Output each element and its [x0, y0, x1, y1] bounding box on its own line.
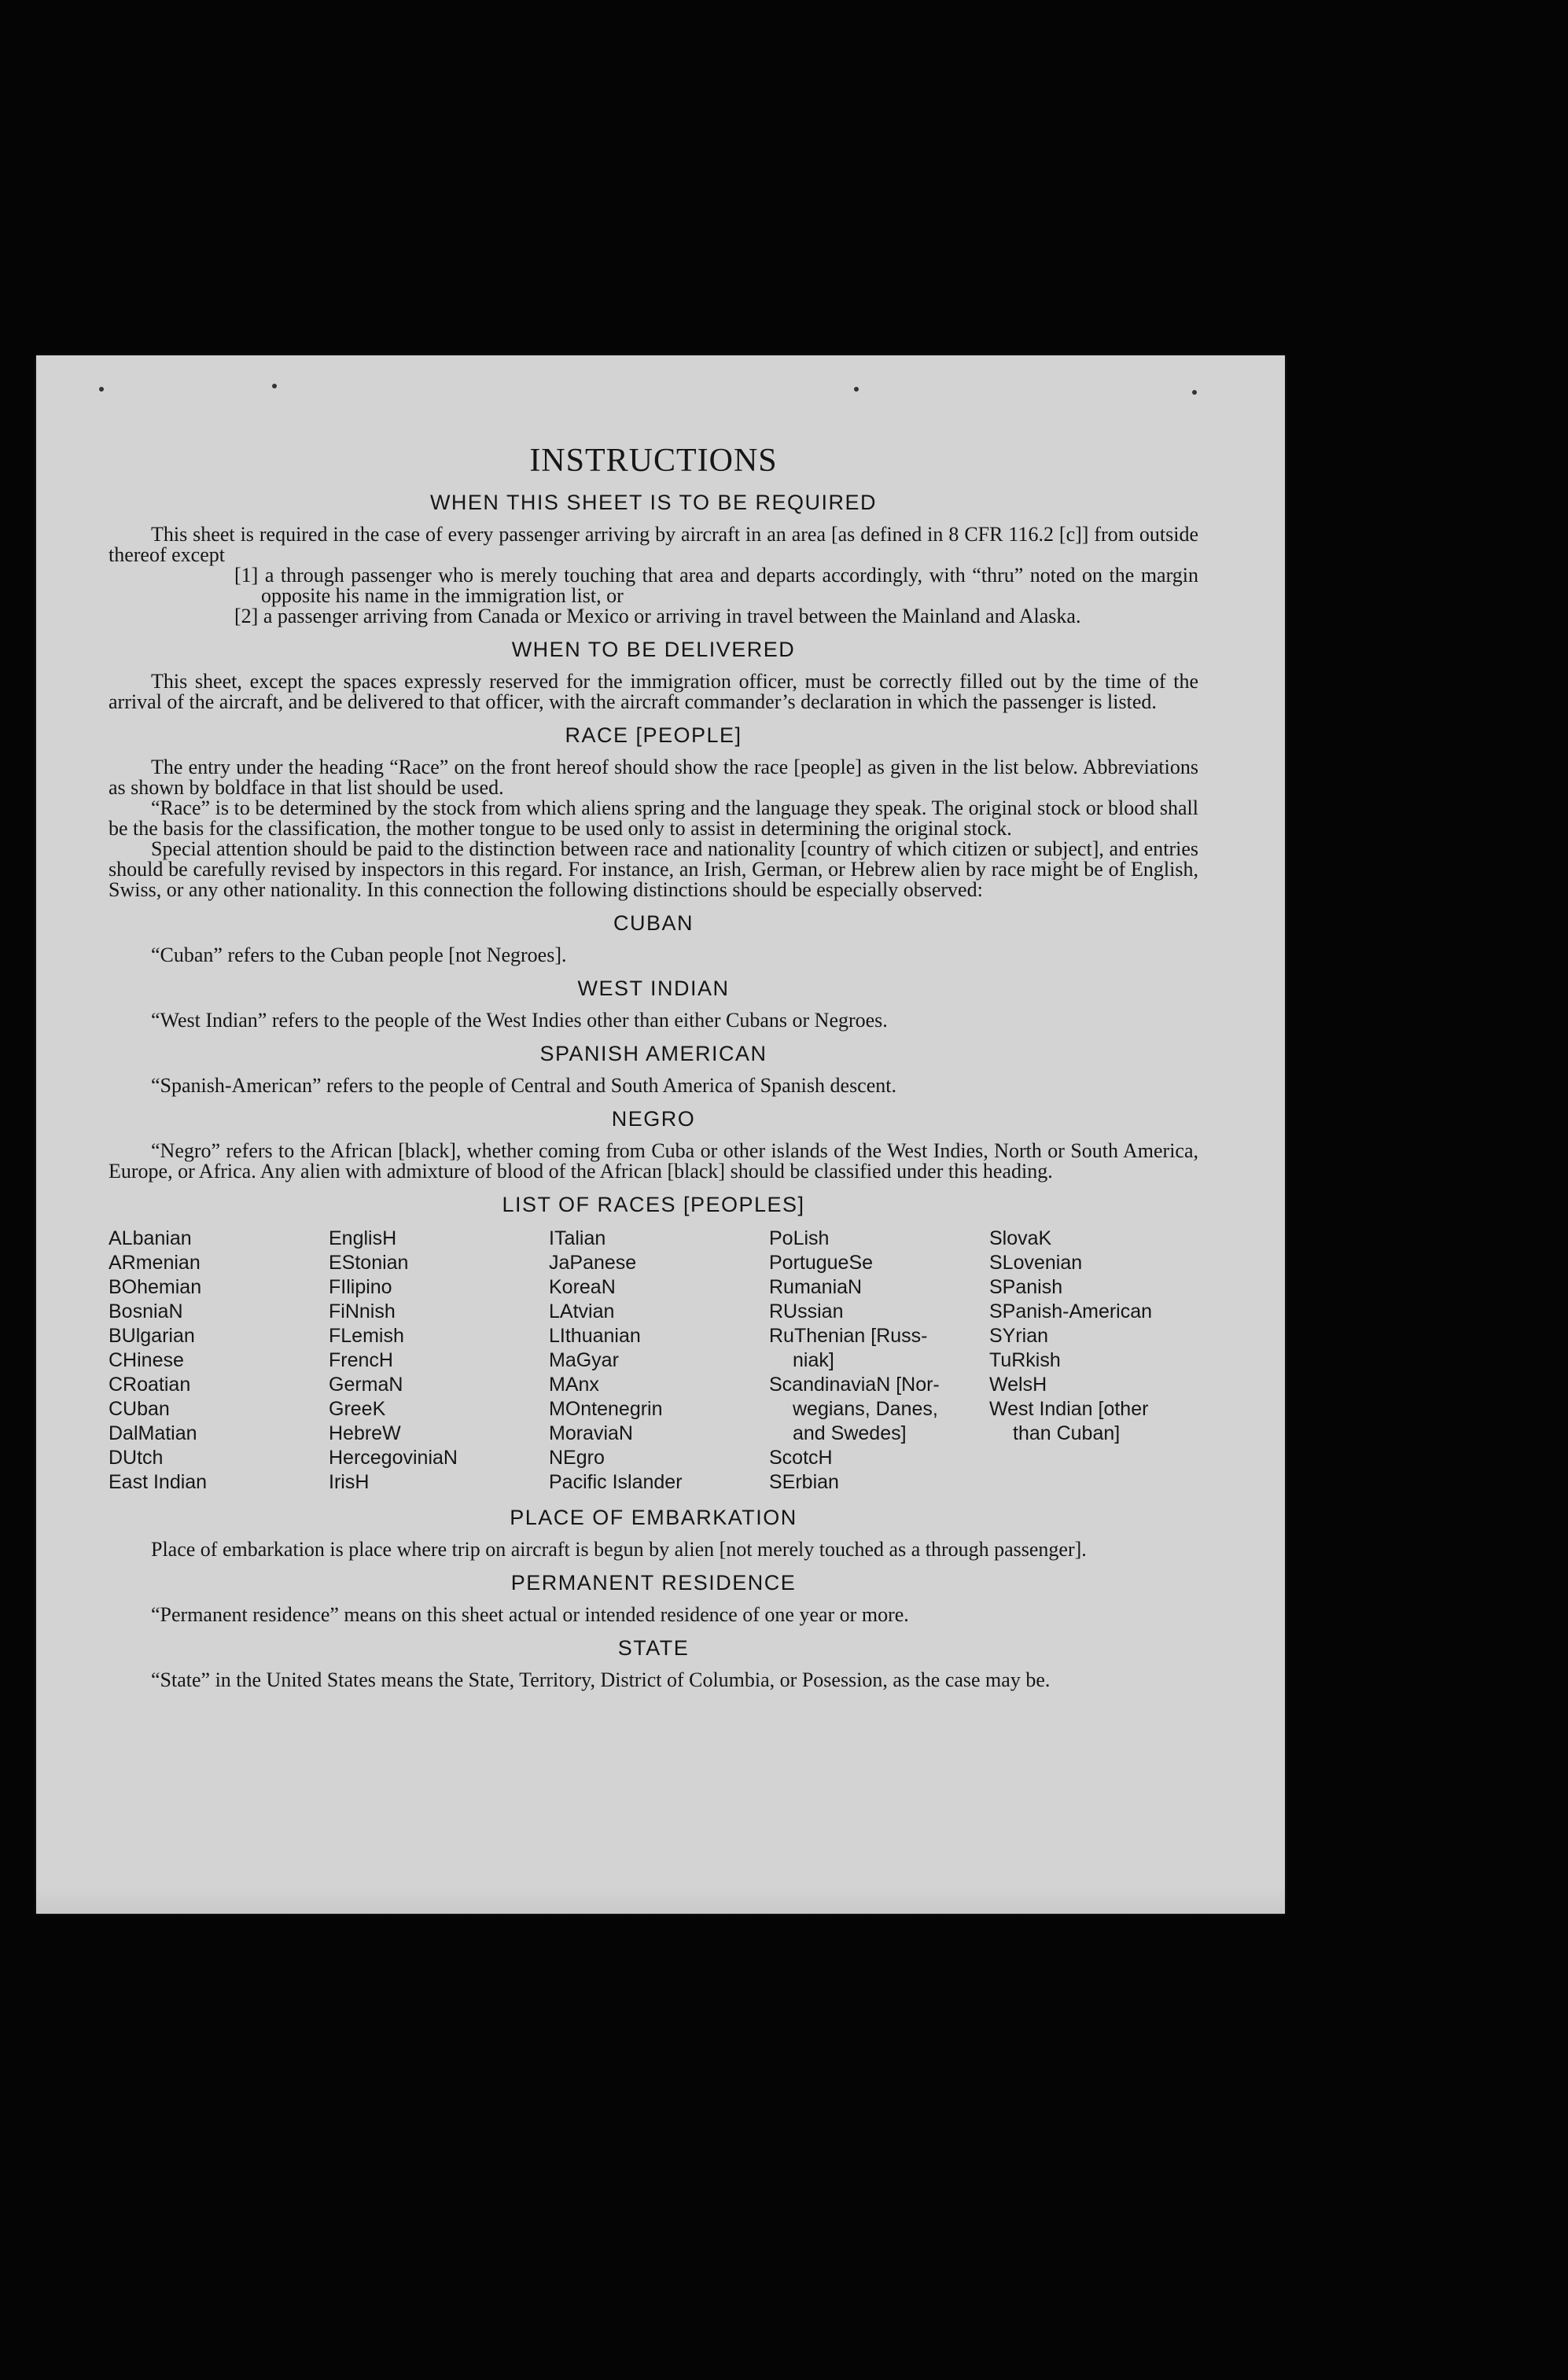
- race-list-item: CUban: [109, 1398, 170, 1420]
- race-list-item: CHinese: [109, 1349, 184, 1371]
- page-title: INSTRUCTIONS: [529, 443, 778, 479]
- state-text: “State” in the United States means the State, Territory, District of Columbia, or Posession, as the case may be.: [151, 1668, 1051, 1691]
- race-list-item: FrencH: [329, 1349, 393, 1371]
- race-list: [109, 1227, 1198, 1495]
- race-list-item: ALbanian: [109, 1227, 192, 1249]
- heading-race: RACE [PEOPLE]: [565, 723, 742, 747]
- race-list-column-4: [769, 1227, 989, 1495]
- race-list-item: TuRkish: [989, 1349, 1061, 1371]
- race-list-item: RumaniaN: [769, 1276, 863, 1298]
- heading-west-indian: WEST INDIAN: [577, 977, 730, 1000]
- ink-speck: [854, 387, 859, 392]
- race-list-item: LAtvian: [549, 1300, 615, 1322]
- heading-permanent-residence: PERMANENT RESIDENCE: [510, 1571, 797, 1595]
- race-list-item: PortugueSe: [769, 1252, 874, 1274]
- embarkation-text: Place of embarkation is place where trip on aircraft is begun by alien [not merely touched as a through passenger].: [151, 1538, 1087, 1561]
- when-delivered-text: This sheet, except the spaces expressly reserved for the immigration officer, must be correctly filled out by the time of the arrival of the aircraft, and be delivered to that officer, with the aircraft commander’s declaration in which the passenger is listed.: [109, 670, 1198, 713]
- race-list-column-3: [549, 1227, 769, 1495]
- race-list-item: DalMatian: [109, 1422, 197, 1444]
- heading-spanish-american: SPANISH AMERICAN: [539, 1042, 767, 1065]
- cuban-text: “Cuban” refers to the Cuban people [not Negroes].: [151, 944, 567, 966]
- negro-text: “Negro” refers to the African [black], whether coming from Cuba or other islands of the West Indies, North or South America, Europe, or Africa. Any alien with admixture of blood of the African [black] should be classified under this heading.: [109, 1139, 1198, 1183]
- race-list-item: SlovaK: [989, 1227, 1052, 1249]
- heading-state: STATE: [617, 1636, 690, 1660]
- race-list-item: than Cuban]: [1013, 1422, 1121, 1444]
- race-list-column-1: [109, 1227, 329, 1495]
- race-list-item: FIlipino: [329, 1276, 392, 1298]
- west-indian-text: “West Indian” refers to the people of the West Indies other than either Cubans or Negroes.: [151, 1009, 888, 1032]
- exception-item-2: [2] a passenger arriving from Canada or Mexico or arriving in travel between the Mainland and Alaska.: [234, 605, 1081, 627]
- race-paragraph-3: Special attention should be paid to the distinction between race and nationality [country of which citizen or subject], and entries should be carefully revised by inspectors in this regard. For instance, an Irish, German, or Hebrew alien by race might be of English, Swiss, or any other nationality. In this connection the following distinctions should be especially observed:: [109, 837, 1198, 901]
- heading-negro: NEGRO: [611, 1107, 696, 1131]
- race-list-item: SErbian: [769, 1471, 839, 1493]
- race-list-item: FiNnish: [329, 1300, 396, 1322]
- race-list-item: IrisH: [329, 1471, 370, 1493]
- race-list-item: ITalian: [549, 1227, 606, 1249]
- race-list-item: BUlgarian: [109, 1325, 195, 1347]
- race-list-item: East Indian: [109, 1471, 208, 1493]
- race-list-item: MoraviaN: [549, 1422, 633, 1444]
- race-list-item: ScotcH: [769, 1447, 833, 1469]
- race-list-item: Pacific Islander: [549, 1471, 683, 1493]
- race-list-column-5: [989, 1227, 1202, 1495]
- heading-when-delivered: WHEN TO BE DELIVERED: [511, 638, 796, 661]
- heading-when-required: WHEN THIS SHEET IS TO BE REQUIRED: [429, 491, 878, 514]
- race-list-item: FLemish: [329, 1325, 404, 1347]
- race-list-item: HercegoviniaN: [329, 1447, 458, 1469]
- race-list-item: ScandinaviaN [Nor-: [769, 1374, 940, 1396]
- race-paragraph-2: “Race” is to be determined by the stock from which aliens spring and the language they speak. The original stock or blood shall be the basis for the classification, the mother tongue to be used only to assist in determining the original stock.: [109, 796, 1198, 840]
- ink-speck: [99, 387, 104, 392]
- instruction-sheet: [36, 355, 1285, 1914]
- ink-speck: [1192, 390, 1197, 395]
- race-list-item: MaGyar: [549, 1349, 619, 1371]
- spanish-american-text: “Spanish-American” refers to the people of Central and South America of Spanish descent.: [151, 1074, 896, 1097]
- heading-list-of-races: LIST OF RACES [PEOPLES]: [502, 1193, 805, 1216]
- race-list-item: EnglisH: [329, 1227, 397, 1249]
- race-list-item: BosniaN: [109, 1300, 183, 1322]
- race-list-item: CRoatian: [109, 1374, 191, 1396]
- race-list-item: MOntenegrin: [549, 1398, 663, 1420]
- exception-item-1: [1] a through passenger who is merely touching that area and departs accordingly, with “thru” noted on the margin opposite his name in the immigration list, or: [234, 564, 1198, 607]
- race-list-item: PoLish: [769, 1227, 830, 1249]
- race-list-item: SLovenian: [989, 1252, 1083, 1274]
- race-list-item: MAnx: [549, 1374, 599, 1396]
- race-list-item: GreeK: [329, 1398, 386, 1420]
- race-list-item: EStonian: [329, 1252, 409, 1274]
- race-list-item: West Indian [other: [989, 1398, 1149, 1420]
- race-list-item: LIthuanian: [549, 1325, 641, 1347]
- race-list-item: KoreaN: [549, 1276, 616, 1298]
- race-list-item: WelsH: [989, 1374, 1047, 1396]
- race-list-item: GermaN: [329, 1374, 403, 1396]
- race-list-column-2: [329, 1227, 549, 1495]
- ink-speck: [272, 384, 277, 388]
- race-list-item: wegians, Danes,: [793, 1398, 938, 1420]
- race-list-item: JaPanese: [549, 1252, 637, 1274]
- race-list-item: niak]: [793, 1349, 834, 1371]
- race-list-item: SPanish: [989, 1276, 1063, 1298]
- race-list-item: BOhemian: [109, 1276, 202, 1298]
- race-list-item: SYrian: [989, 1325, 1049, 1347]
- residence-text: “Permanent residence” means on this sheet actual or intended residence of one year or more.: [151, 1603, 909, 1626]
- race-list-item: RuThenian [Russ-: [769, 1325, 928, 1347]
- race-list-item: HebreW: [329, 1422, 401, 1444]
- when-required-intro: This sheet is required in the case of every passenger arriving by aircraft in an area [as defined in 8 CFR 116.2 [c]] from outside thereof except: [109, 523, 1198, 566]
- race-paragraph-1: The entry under the heading “Race” on the front hereof should show the race [people] as given in the list below. Abbreviations as shown by boldface in that list should be used.: [109, 756, 1198, 799]
- race-list-item: NEgro: [549, 1447, 605, 1469]
- race-list-item: and Swedes]: [793, 1422, 907, 1444]
- race-list-item: SPanish-American: [989, 1300, 1153, 1322]
- heading-cuban: CUBAN: [613, 911, 694, 935]
- heading-place-of-embarkation: PLACE OF EMBARKATION: [510, 1506, 797, 1529]
- race-list-item: RUssian: [769, 1300, 844, 1322]
- race-list-item: ARmenian: [109, 1252, 201, 1274]
- race-list-item: DUtch: [109, 1447, 164, 1469]
